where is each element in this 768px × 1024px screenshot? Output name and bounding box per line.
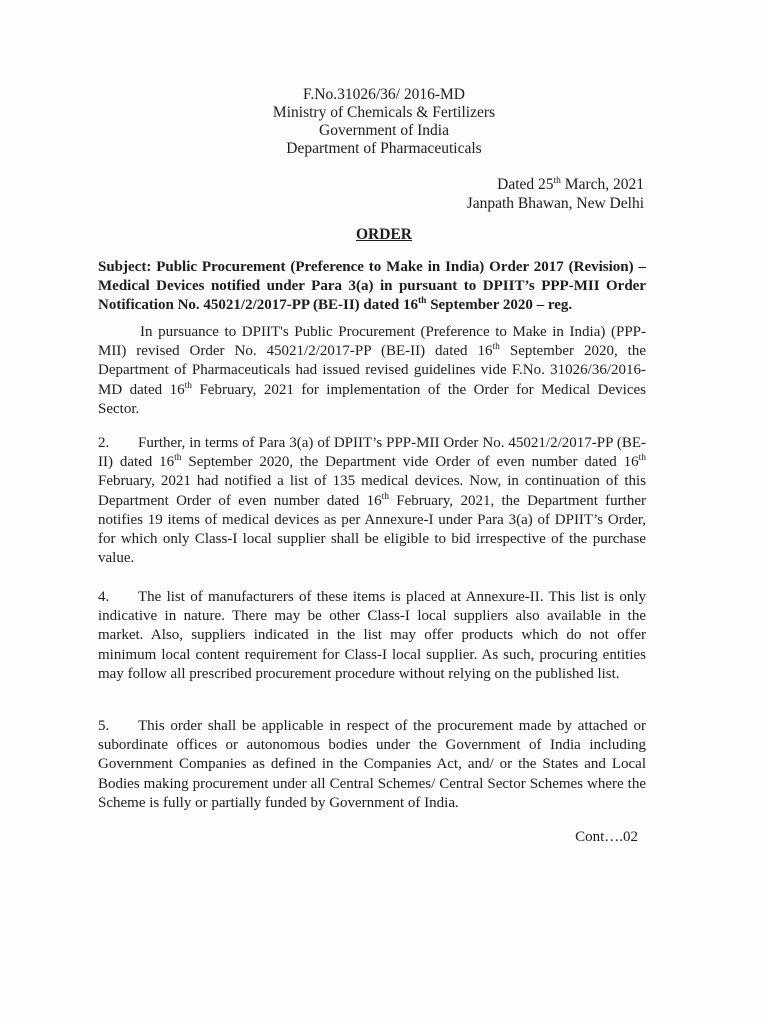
order-title: ORDER: [356, 226, 412, 243]
ministry-name: Ministry of Chemicals & Fertilizers: [272, 104, 496, 121]
file-number: F.No.31026/36/ 2016-MD: [303, 86, 465, 103]
order-place: Janpath Bhawan, New Delhi: [466, 195, 644, 212]
paragraph-number: 5.: [98, 718, 110, 734]
paragraph-5: 5. This order shall be applicable in respect of the procurement made by attached or subordinate offices or autonomous bodies under the Government of India including Government Companies as defined in the Companies Act, and/ or the States and Local Bodies making procurement under all Central Schemes/ Central Sector Schemes where the Scheme is fully or partially funded by Government of India.: [98, 718, 646, 811]
government-name: Government of India: [319, 122, 449, 139]
paragraph-number: 2.: [98, 435, 110, 451]
letterhead: [0, 86, 768, 158]
date-block: [467, 175, 644, 213]
subject-line: Subject: Public Procurement (Preference to Make in India) Order 2017 (Revision) – Medical Devices notified under Para 3(a) in pursuant to DPIIT’s PPP-MII Order Notification No. 45021/2/2017-PP (BE-II) dated 16th September 2020 – reg.: [98, 259, 646, 313]
paragraph-number: 4.: [98, 589, 110, 605]
continuation-marker: Cont….02: [575, 829, 638, 845]
department-name: Department of Pharmaceuticals: [286, 140, 482, 157]
paragraph-2: 2. Further, in terms of Para 3(a) of DPIIT’s PPP-MII Order No. 45021/2/2017-PP (BE-II) dated 16th September 2020, the Department vide Order of even number dated 16th February, 2021 had notified a list of 135 medical devices. Now, in continuation of this Department Order of even number dated 16th February, 2021, the Department further notifies 19 items of medical devices as per Annexure-I under Para 3(a) of DPIIT’s Order, for which only Class-I local supplier shall be eligible to bid irrespective of the purchase value.: [98, 435, 647, 567]
paragraph-1: In pursuance to DPIIT's Public Procurement (Preference to Make in India) (PPP-MII) revised Order No. 45021/2/2017-PP (BE-II) dated 16th September 2020, the Department of Pharmaceuticals had issued revised guidelines vide F.No. 31026/36/2016-MD dated 16th February, 2021 for implementation of the Order for Medical Devices Sector.: [98, 324, 646, 417]
order-date: Dated 25th March, 2021: [497, 175, 644, 193]
paragraph-4: 4. The list of manufacturers of these items is placed at Annexure-II. This list is only indicative in nature. There may be other Class-I local suppliers also available in the market. Also, suppliers indicated in the list may offer products which do not offer minimum local content requirement for Class-I local supplier. As such, procuring entities may follow all prescribed procurement procedure without relying on the published list.: [98, 589, 646, 682]
